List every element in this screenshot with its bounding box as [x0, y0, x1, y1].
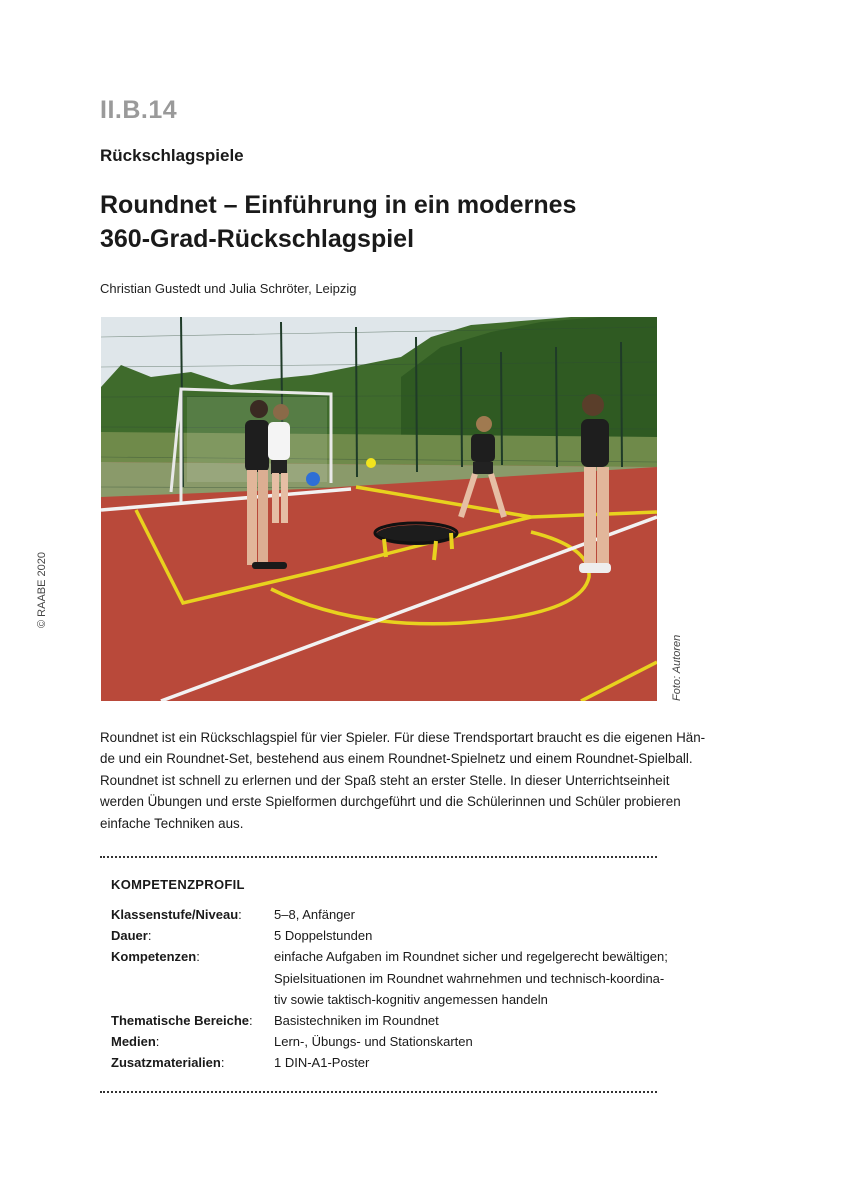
photo-credit: Foto: Autoren	[671, 634, 683, 701]
title-line: Roundnet – Einführung in ein modernes	[100, 191, 577, 219]
comp-row-dauer	[111, 925, 657, 946]
comp-row-klassenstufe	[111, 904, 657, 925]
divider-bottom	[100, 1091, 657, 1093]
comp-value: 5 Doppelstunden	[274, 928, 373, 944]
kompetenzprofil-table	[111, 904, 668, 1074]
comp-value: 1 DIN-A1-Poster	[274, 1055, 370, 1071]
kompetenzprofil-heading: KOMPETENZPROFIL	[111, 877, 245, 892]
intro-line: Roundnet ist schnell zu erlernen und der Spaß steht an erster Stelle. In dieser Unterrichtseinheit	[100, 772, 670, 788]
comp-value: 5–8, Anfänger	[274, 907, 355, 922]
page-title	[100, 188, 700, 256]
intro-line: einfache Techniken aus.	[100, 815, 244, 831]
comp-value: einfache Aufgaben im Roundnet sicher und regelgerecht bewältigen; Spielsituationen im Roundnet wahrnehmen und technisch-koordina- tiv sowie taktisch-kognitiv angemessen handeln	[274, 949, 668, 1007]
comp-label: Medien:	[111, 1034, 160, 1050]
comp-value: Basistechniken im Roundnet	[274, 1013, 439, 1029]
divider-top	[100, 856, 657, 858]
comp-row-kompetenzen	[111, 946, 668, 1010]
comp-row-thematische-bereiche	[111, 1010, 657, 1031]
category-label: Rückschlagspiele	[100, 146, 244, 165]
comp-row-zusatzmaterialien	[111, 1052, 657, 1073]
comp-label: Zusatzmaterialien:	[111, 1055, 225, 1071]
authors: Christian Gustedt und Julia Schröter, Leipzig	[100, 281, 357, 296]
intro-paragraph	[100, 727, 706, 834]
comp-label: Klassenstufe/Niveau:	[111, 907, 242, 922]
intro-line: Roundnet ist ein Rückschlagspiel für vier Spieler. Für diese Trendsportart braucht es die eigenen Hän-	[100, 730, 706, 745]
intro-line: werden Übungen und erste Spielformen durchgeführt und die Schülerinnen und Schüler probieren	[100, 794, 681, 810]
copyright-notice: © RAABE 2020	[36, 552, 48, 628]
section-code: II.B.14	[100, 96, 178, 124]
comp-row-medien	[111, 1031, 657, 1052]
comp-value: Lern-, Übungs- und Stationskarten	[274, 1034, 473, 1050]
comp-label: Dauer:	[111, 928, 152, 944]
intro-line: de und ein Roundnet-Set, bestehend aus einem Roundnet-Spielnetz und einem Roundnet-Spielball.	[100, 751, 693, 767]
comp-label: Kompetenzen:	[111, 949, 200, 965]
roundnet-photo	[101, 317, 657, 701]
title-line: 360-Grad-Rückschlagspiel	[100, 225, 415, 253]
comp-label: Thematische Bereiche:	[111, 1013, 253, 1029]
